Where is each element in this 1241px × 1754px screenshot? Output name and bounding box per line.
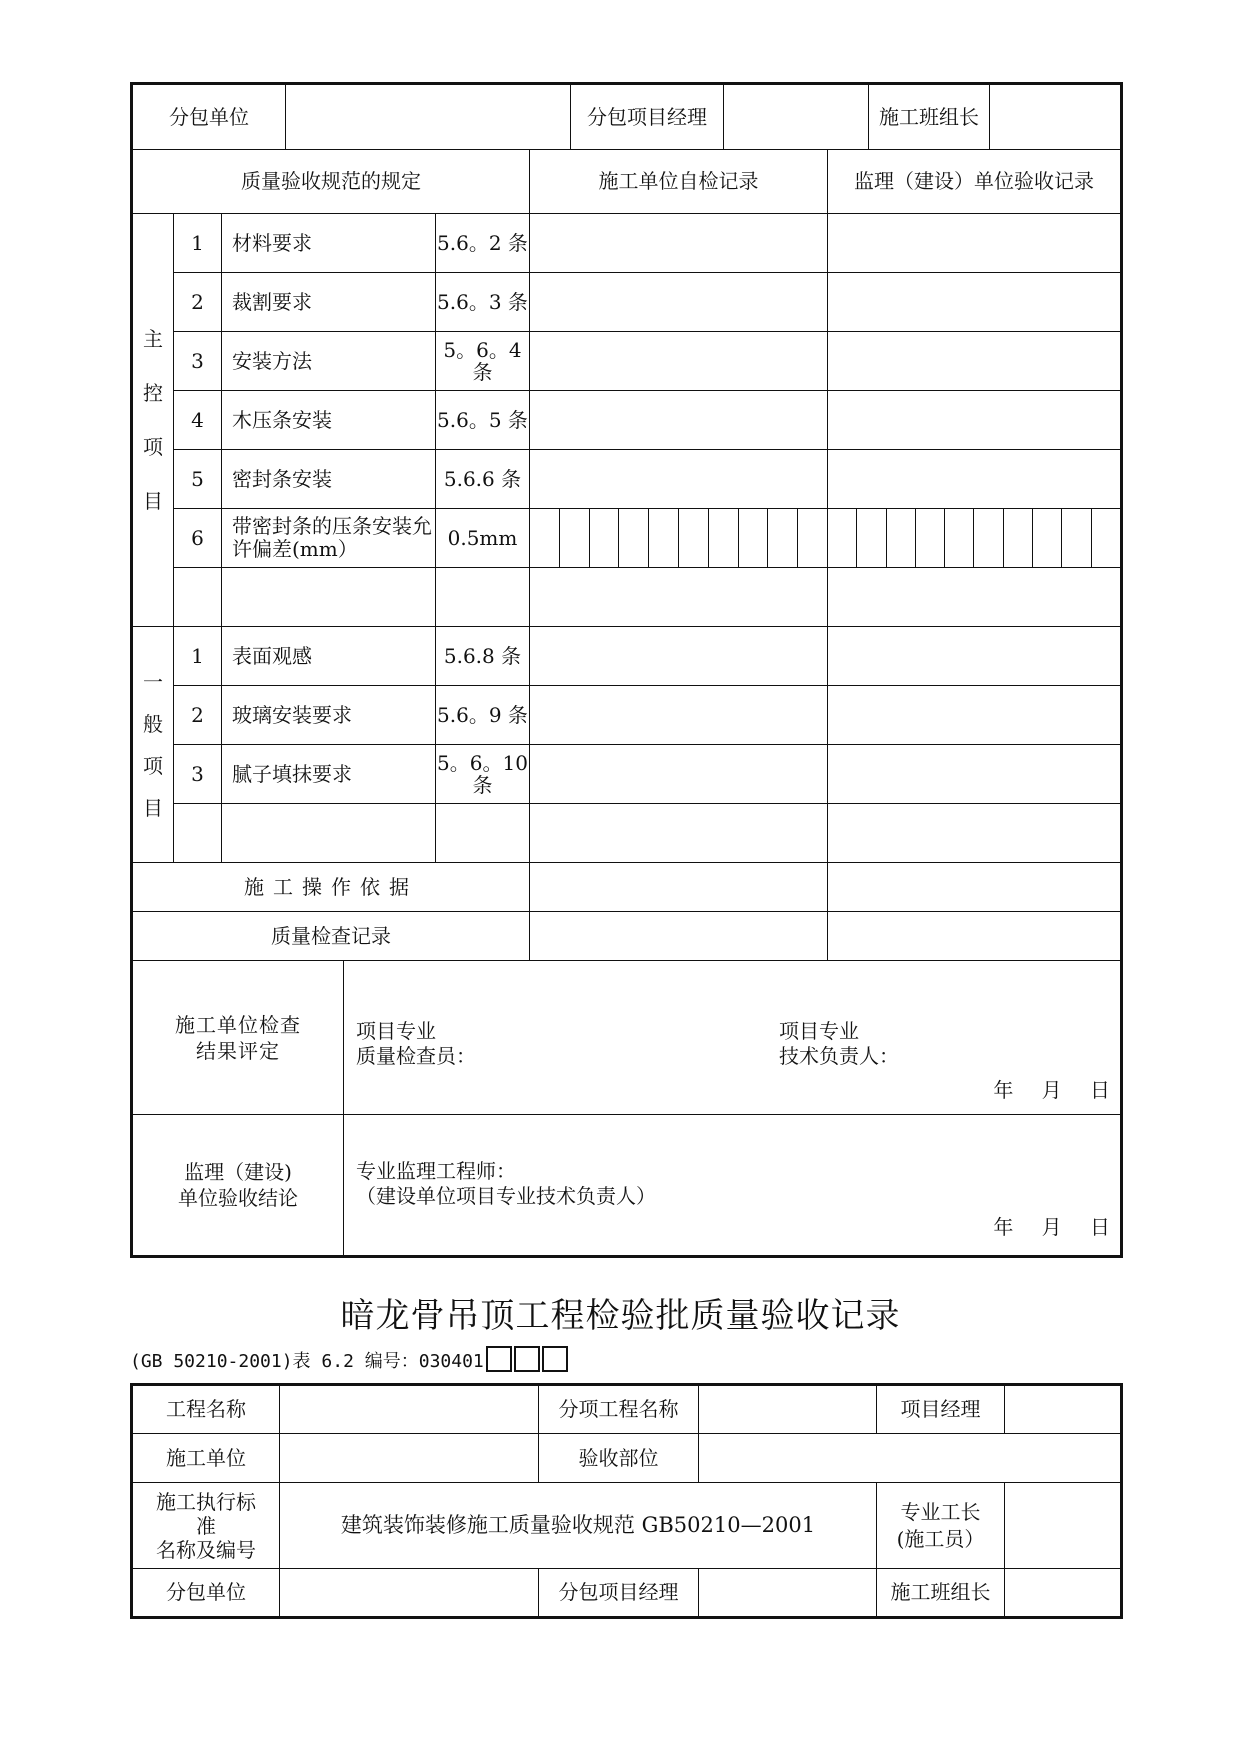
construction-unit-label: 施工单位 bbox=[132, 1434, 280, 1483]
general-item-name: 表面观感 bbox=[222, 627, 436, 686]
main-item-clause: 5.6。5 条 bbox=[436, 391, 530, 450]
project-name-label: 工程名称 bbox=[132, 1385, 280, 1434]
self-check-cell[interactable] bbox=[530, 804, 828, 863]
main-item-name: 密封条安装 bbox=[222, 450, 436, 509]
form-code-text: (GB 50210-2001)表 6.2 编号：030401 bbox=[130, 1351, 484, 1372]
supervision-date: 年 月 日 bbox=[993, 1215, 1111, 1239]
sub-manager-value[interactable] bbox=[724, 85, 869, 149]
deviation-supervision-grid[interactable] bbox=[828, 509, 1122, 568]
main-item-no: 4 bbox=[174, 391, 222, 450]
sub-manager-label: 分包项目经理 bbox=[571, 85, 724, 149]
sub-manager-value[interactable] bbox=[699, 1569, 877, 1618]
main-item-clause: 5.6。2 条 bbox=[436, 214, 530, 273]
general-item-clause bbox=[436, 804, 530, 863]
supervision-cell[interactable] bbox=[828, 332, 1122, 391]
general-item-no: 2 bbox=[174, 686, 222, 745]
supervision-cell[interactable] bbox=[828, 627, 1122, 686]
team-leader-value[interactable] bbox=[1005, 1569, 1122, 1618]
acceptance-part-value[interactable] bbox=[699, 1434, 1122, 1483]
form-code-line bbox=[130, 1346, 568, 1373]
sub-unit-value[interactable] bbox=[280, 1569, 539, 1618]
form-title: 暗龙骨吊顶工程检验批质量验收记录 bbox=[340, 1296, 901, 1336]
self-check-cell[interactable] bbox=[530, 273, 828, 332]
supervision-cell[interactable] bbox=[828, 214, 1122, 273]
general-item-no: 1 bbox=[174, 627, 222, 686]
self-check-cell[interactable] bbox=[530, 568, 828, 627]
supervision-signature-area[interactable] bbox=[344, 1115, 1120, 1255]
main-item-clause: 5。6。4 条 bbox=[436, 332, 530, 391]
general-items-group-label: 一 般 项 目 bbox=[132, 627, 174, 863]
operation-basis-label: 施工操作依据 bbox=[132, 863, 530, 912]
contractor-eval-label: 施工单位检查 结果评定 bbox=[133, 961, 344, 1114]
sub-project-name-value[interactable] bbox=[699, 1385, 877, 1434]
self-check-cell[interactable] bbox=[530, 627, 828, 686]
contractor-eval-signature-area[interactable] bbox=[344, 961, 1120, 1114]
general-item-no bbox=[174, 804, 222, 863]
supervision-conclusion-label: 监理（建设) 单位验收结论 bbox=[133, 1115, 344, 1255]
code-box[interactable] bbox=[542, 1346, 568, 1372]
supervisor-label: 专业监理工程师： （建设单位项目专业技术负责人） bbox=[356, 1159, 656, 1208]
main-item-name: 带密封条的压条安装允许偏差(mm） bbox=[222, 509, 436, 568]
sub-project-name-label: 分项工程名称 bbox=[539, 1385, 699, 1434]
general-item-clause: 5.6。9 条 bbox=[436, 686, 530, 745]
supervision-cell[interactable] bbox=[828, 450, 1122, 509]
main-item-name bbox=[222, 568, 436, 627]
construction-unit-value[interactable] bbox=[280, 1434, 539, 1483]
supervision-header: 监理（建设）单位验收记录 bbox=[828, 150, 1122, 214]
acceptance-part-label: 验收部位 bbox=[539, 1434, 699, 1483]
main-item-no bbox=[174, 568, 222, 627]
main-item-no: 1 bbox=[174, 214, 222, 273]
main-item-name: 材料要求 bbox=[222, 214, 436, 273]
main-item-no: 3 bbox=[174, 332, 222, 391]
main-item-name: 木压条安装 bbox=[222, 391, 436, 450]
team-leader-label: 施工班组长 bbox=[877, 1569, 1005, 1618]
sub-unit-value[interactable] bbox=[286, 85, 571, 149]
project-manager-label: 项目经理 bbox=[877, 1385, 1005, 1434]
general-item-name: 腻子填抹要求 bbox=[222, 745, 436, 804]
code-box[interactable] bbox=[514, 1346, 540, 1372]
main-item-name: 安装方法 bbox=[222, 332, 436, 391]
self-check-cell[interactable] bbox=[530, 391, 828, 450]
standard-value: 建筑装饰装修施工质量验收规范 GB50210—2001 bbox=[280, 1483, 877, 1569]
project-manager-value[interactable] bbox=[1005, 1385, 1122, 1434]
general-item-clause: 5。6。10 条 bbox=[436, 745, 530, 804]
spec-header: 质量验收规范的规定 bbox=[132, 150, 530, 214]
self-check-header: 施工单位自检记录 bbox=[530, 150, 828, 214]
main-item-no: 2 bbox=[174, 273, 222, 332]
code-box[interactable] bbox=[486, 1346, 512, 1372]
general-item-name bbox=[222, 804, 436, 863]
supervision-cell[interactable] bbox=[828, 686, 1122, 745]
operation-basis-supervision[interactable] bbox=[828, 863, 1122, 912]
inspector-label: 项目专业 质量检查员： bbox=[356, 1019, 476, 1068]
quality-record-supervision[interactable] bbox=[828, 912, 1122, 961]
self-check-cell[interactable] bbox=[530, 332, 828, 391]
sub-unit-label: 分包单位 bbox=[132, 1569, 280, 1618]
main-item-clause: 5.6。3 条 bbox=[436, 273, 530, 332]
general-item-no: 3 bbox=[174, 745, 222, 804]
project-name-value[interactable] bbox=[280, 1385, 539, 1434]
main-item-no: 5 bbox=[174, 450, 222, 509]
general-item-clause: 5.6.8 条 bbox=[436, 627, 530, 686]
main-items-group-label: 主 控 项 目 bbox=[132, 214, 174, 627]
main-item-clause: 5.6.6 条 bbox=[436, 450, 530, 509]
main-item-clause bbox=[436, 568, 530, 627]
supervision-cell[interactable] bbox=[828, 391, 1122, 450]
self-check-cell[interactable] bbox=[530, 686, 828, 745]
self-check-cell[interactable] bbox=[530, 745, 828, 804]
quality-record-label: 质量检查记录 bbox=[132, 912, 530, 961]
eval-date: 年 月 日 bbox=[993, 1078, 1111, 1102]
team-leader-value[interactable] bbox=[990, 85, 1120, 149]
supervision-cell[interactable] bbox=[828, 745, 1122, 804]
standard-label: 施工执行标 准 名称及编号 bbox=[132, 1483, 280, 1569]
sub-unit-label: 分包单位 bbox=[133, 85, 286, 149]
inspection-form-upper bbox=[130, 82, 1123, 1258]
deviation-check-grid[interactable] bbox=[530, 509, 828, 568]
foreman-value[interactable] bbox=[1005, 1483, 1122, 1569]
team-leader-label: 施工班组长 bbox=[869, 85, 990, 149]
supervision-cell[interactable] bbox=[828, 273, 1122, 332]
inspection-form-lower bbox=[130, 1383, 1123, 1619]
tech-lead-label: 项目专业 技术负责人： bbox=[779, 1019, 899, 1068]
operation-basis-value[interactable] bbox=[530, 863, 828, 912]
general-item-name: 玻璃安装要求 bbox=[222, 686, 436, 745]
self-check-cell[interactable] bbox=[530, 214, 828, 273]
main-item-name: 裁割要求 bbox=[222, 273, 436, 332]
foreman-label: 专业工长 (施工员） bbox=[877, 1483, 1005, 1569]
main-item-clause: 0.5mm bbox=[436, 509, 530, 568]
supervision-cell[interactable] bbox=[828, 804, 1122, 863]
supervision-cell[interactable] bbox=[828, 568, 1122, 627]
quality-record-value[interactable] bbox=[530, 912, 828, 961]
main-item-no: 6 bbox=[174, 509, 222, 568]
self-check-cell[interactable] bbox=[530, 450, 828, 509]
sub-manager-label: 分包项目经理 bbox=[539, 1569, 699, 1618]
